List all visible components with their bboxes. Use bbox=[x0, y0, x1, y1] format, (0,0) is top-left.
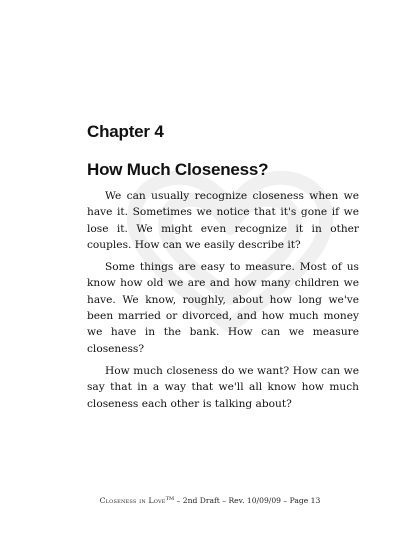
paragraph: We can usually recognize closeness when we have it. Sometimes we notice that it's gone if we lose it. We might even recognize it in other couples. How can we easily describe it? bbox=[87, 190, 359, 251]
footer-details: – 2nd Draft – Rev. 10/09/09 – Page 13 bbox=[174, 496, 321, 505]
paragraph: Some things are easy to measure. Most of us know how old we are and how many children we have. We know, roughly, about how long we've been married or divorced, and how much money we have in the bank. How can we measure closeness? bbox=[87, 261, 359, 355]
page-footer bbox=[0, 496, 420, 505]
footer-trademark: TM bbox=[165, 496, 175, 502]
paragraph: How much closeness do we want? How can we say that in a way that we'll all know how much closeness each other is talking about? bbox=[87, 364, 359, 410]
chapter-label: Chapter 4 bbox=[87, 122, 164, 141]
chapter-title: How Much Closeness? bbox=[87, 160, 269, 179]
footer-book-title: Closeness in Love bbox=[99, 496, 166, 505]
chapter-body bbox=[87, 188, 359, 418]
